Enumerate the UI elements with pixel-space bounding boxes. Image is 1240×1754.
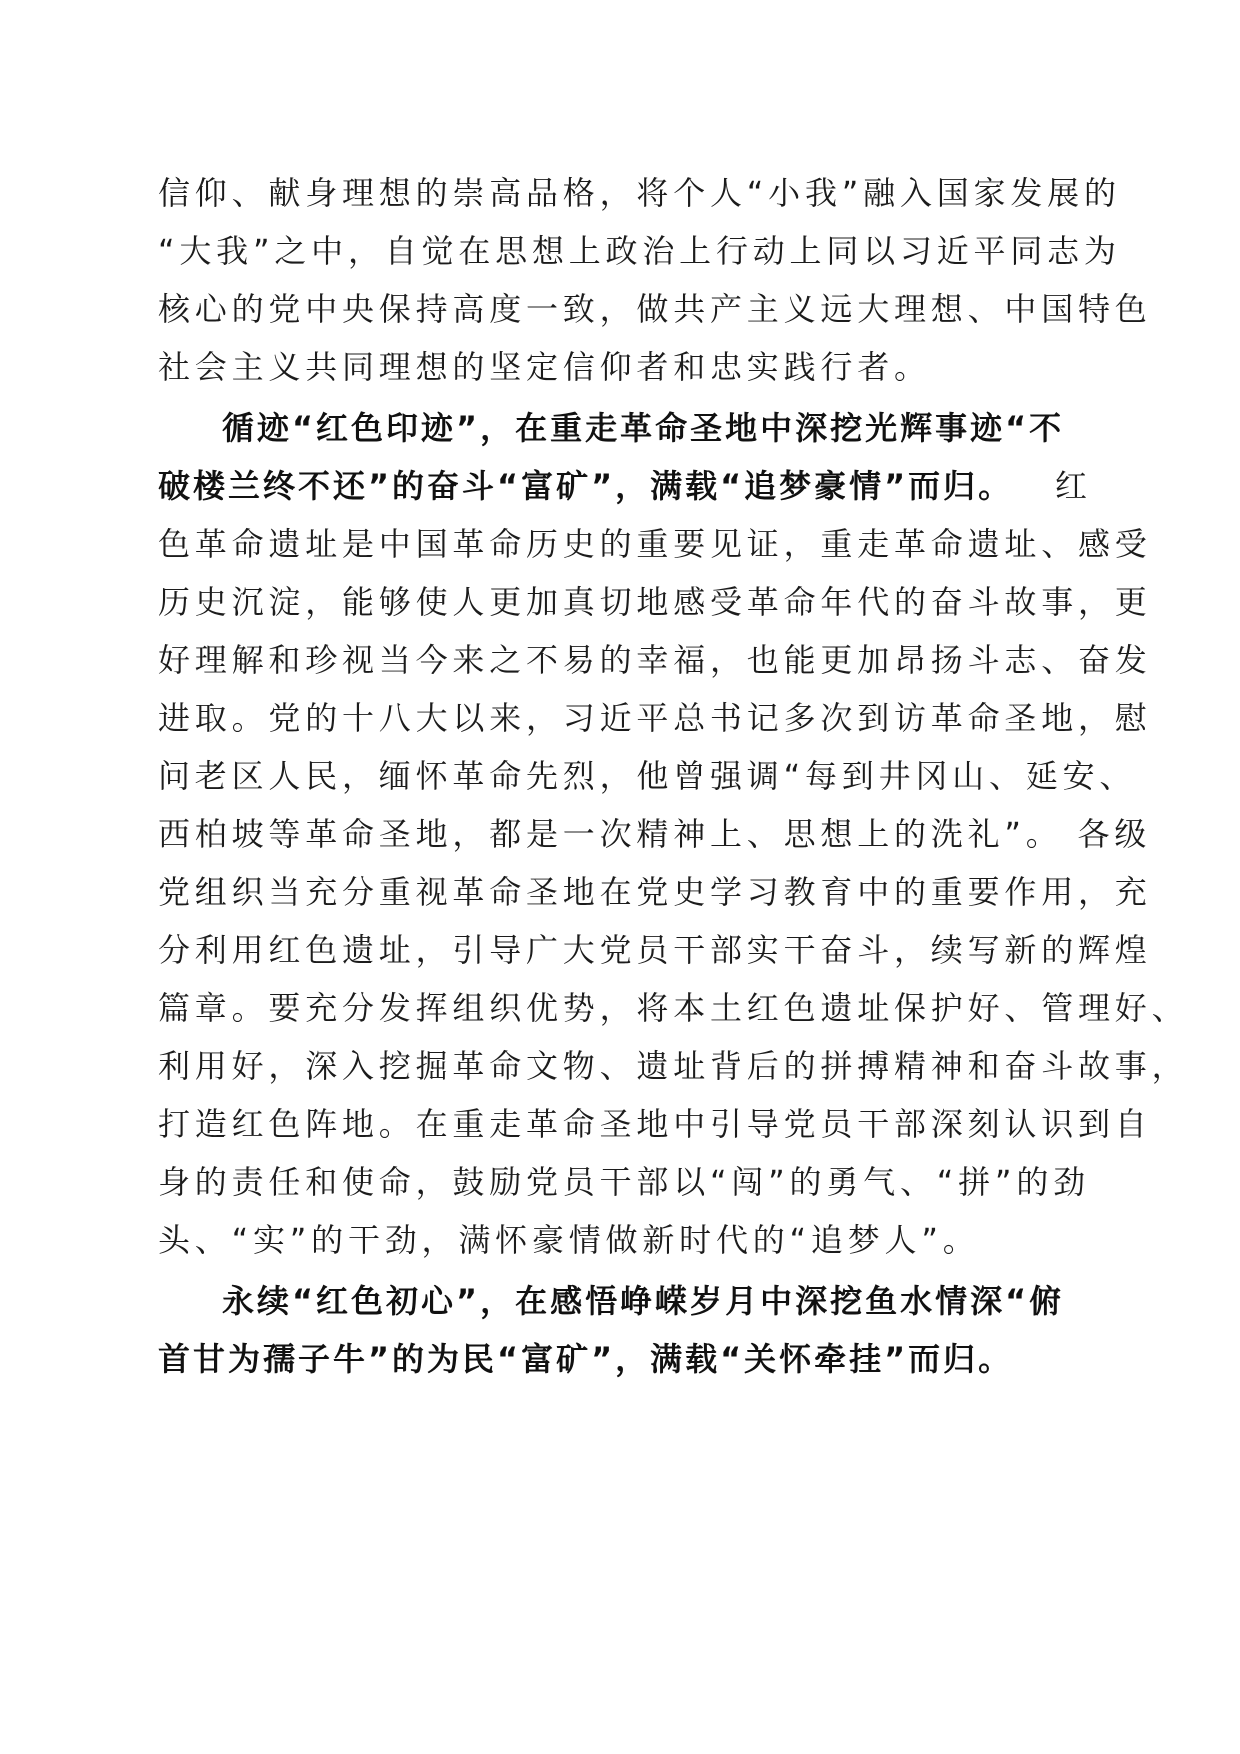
section-heading-line: 破楼兰终不还”的奋斗“富矿”，满载“追梦豪情”而归。: [158, 467, 1014, 505]
text-line: 党组织当充分重视革命圣地在党史学习教育中的重要作用，充: [158, 873, 1152, 911]
text-line: 色革命遗址是中国革命历史的重要见证，重走革命遗址、感受: [158, 525, 1152, 563]
text-line: 问老区人民，缅怀革命先烈，他曾强调“每到井冈山、延安、: [158, 757, 1137, 795]
text-line: 核心的党中央保持高度一致，做共产主义远大理想、中国特色: [158, 290, 1152, 328]
text-line: 西柏坡等革命圣地，都是一次精神上、思想上的洗礼”。 各级: [158, 815, 1152, 853]
text-line: 社会主义共同理想的坚定信仰者和忠实践行者。: [158, 348, 931, 386]
text-line: 打造红色阵地。在重走革命圣地中引导党员干部深刻认识到自: [158, 1105, 1152, 1143]
text-line: 身的责任和使命，鼓励党员干部以“闯”的勇气、“拼”的劲: [158, 1163, 1090, 1201]
text-line: 红: [1055, 467, 1092, 505]
text-line: 头、“实”的干劲，满怀豪情做新时代的“追梦人”。: [158, 1221, 980, 1259]
text-line: 好理解和珍视当今来之不易的幸福，也能更加昂扬斗志、奋发: [158, 641, 1152, 679]
section-heading-line: 首甘为孺子牛”的为民“富矿”，满载“关怀牵挂”而归。: [158, 1340, 1014, 1378]
section-heading-line: 永续“红色初心”，在感悟峥嵘岁月中深挖鱼水情深“俯: [222, 1282, 1065, 1320]
text-line: 篇章。要充分发挥组织优势，将本土红色遗址保护好、管理好、: [158, 989, 1189, 1027]
text-line: 分利用红色遗址，引导广大党员干部实干奋斗，续写新的辉煌: [158, 931, 1152, 969]
text-line: 进取。党的十八大以来，习近平总书记多次到访革命圣地，慰: [158, 699, 1152, 737]
section-heading-line: 循迹“红色印迹”，在重走革命圣地中深挖光辉事迹“不: [222, 409, 1065, 447]
text-line: 信仰、献身理想的崇高品格，将个人“小我”融入国家发展的: [158, 174, 1121, 212]
text-line: 利用好，深入挖掘革命文物、遗址背后的拼搏精神和奋斗故事，: [158, 1047, 1189, 1085]
text-line: 历史沉淀，能够使人更加真切地感受革命年代的奋斗故事，更: [158, 583, 1152, 621]
text-line: “大我”之中，自觉在思想上政治上行动上同以习近平同志为: [158, 232, 1121, 270]
